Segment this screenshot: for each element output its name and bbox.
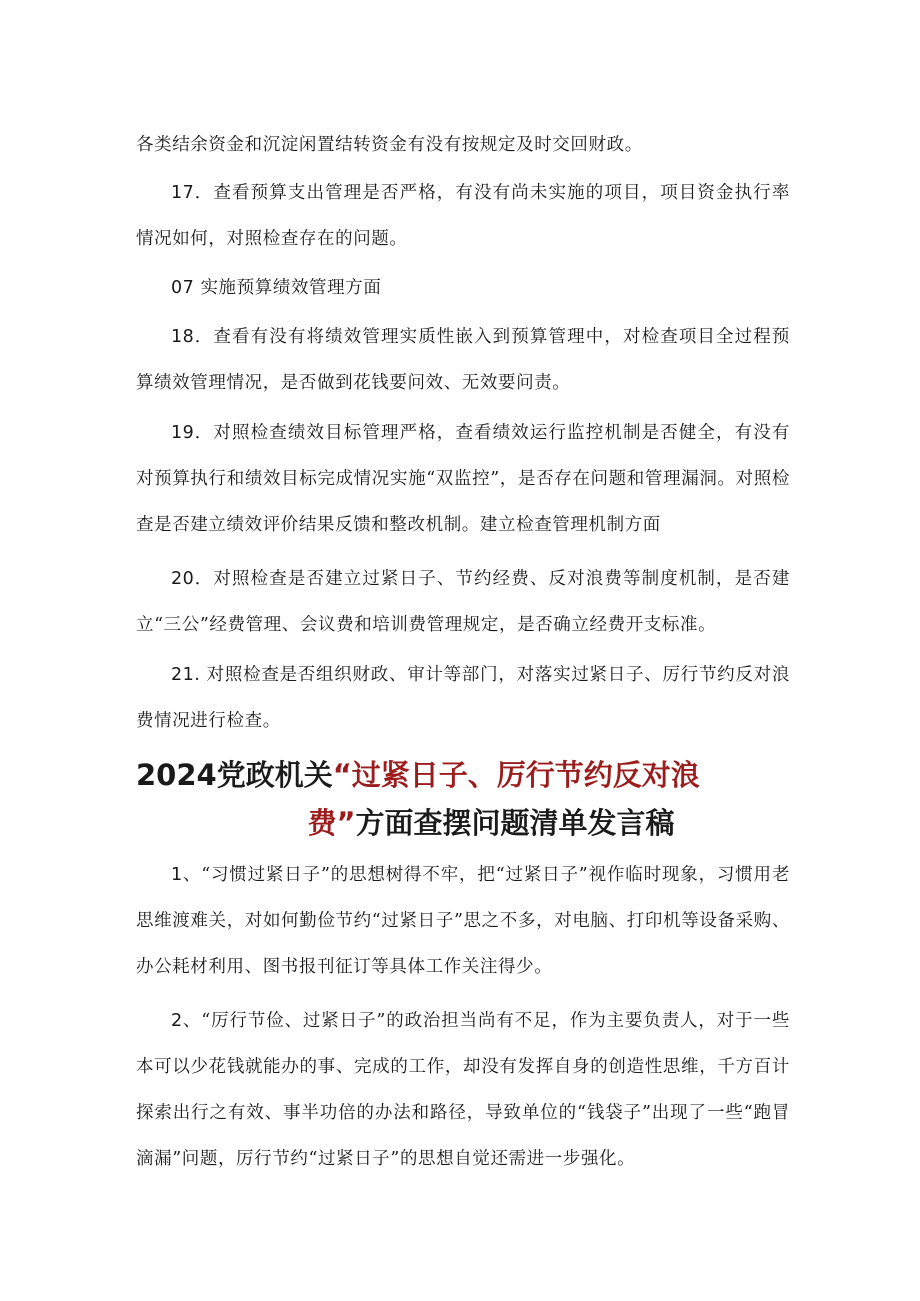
document-title-line-2 [136,800,790,846]
paragraph-text: ．对照检查绩效目标管理严格，查看绩效运行监控机制是否健全，有没有对预算执行和绩效目标完成情况实施“双监控”，是否存在问题和管理漏洞。对照检查是否建立绩效评价结果反馈和整改机制。建立检查管理机制方面 [136,423,790,535]
paragraph-number: 2 [171,1011,183,1031]
section-heading-07 [136,265,790,311]
paragraph-17 [136,170,790,262]
paragraph-text: ．对照检查是否建立过紧日子、节约经费、反对浪费等制度机制，是否建立“三公”经费管理、会议费和培训费管理规定，是否确立经费开支标准。 [136,569,790,635]
document-title-line-1 [136,752,790,798]
paragraph-text: 各类结余资金和沉淀闲置结转资金有没有按规定及时交回财政。 [136,135,643,155]
paragraph-number: 20 [171,569,195,589]
section-text: 实施预算绩效管理方面 [194,278,382,298]
paragraph-text: 对照检查是否组织财政、审计等部门，对落实过紧日子、厉行节约反对浪费情况进行检查。 [136,665,790,731]
paragraph-19 [136,410,790,548]
paragraph-number: 21. [171,665,201,685]
paragraph-b2 [136,998,790,1182]
section-number: 07 [171,278,195,298]
paragraph-number: 19 [171,423,195,443]
paragraph-16-tail [136,122,790,168]
title-red-part: 费” [307,806,356,840]
paragraph-20 [136,556,790,648]
paragraph-b1 [136,852,790,990]
paragraph-18 [136,314,790,406]
title-black-part: 2024党政机关 [136,758,333,792]
paragraph-number: 1 [171,865,183,885]
paragraph-text: ．查看有没有将绩效管理实质性嵌入到预算管理中，对检查项目全过程预算绩效管理情况，是否做到花钱要问效、无效要问责。 [136,327,790,393]
paragraph-text: 、“厉行节俭、过紧日子”的政治担当尚有不足，作为主要负责人，对于一些本可以少花钱就能办的事、完成的工作，却没有发挥自身的创造性思维，千方百计探索出行之有效、事半功倍的办法和路径，导致单位的“钱袋子”出现了一些“跑冒滴漏”问题，厉行节约“过紧日子”的思想自觉还需进一步强化。 [136,1011,790,1169]
paragraph-number: 17 [171,183,195,203]
paragraph-text: 、“习惯过紧日子”的思想树得不牢，把“过紧日子”视作临时现象，习惯用老思维渡难关，对如何勤俭节约“过紧日子”思之不多，对电脑、打印机等设备采购、办公耗材利用、图书报刊征订等具体工作关注得少。 [136,865,790,977]
paragraph-21 [136,652,790,744]
title-red-part: “过紧日子、厉行节约反对浪 [332,758,700,792]
title-black-part: 方面查摆问题清单发言稿 [355,806,675,840]
paragraph-number: 18 [171,327,195,347]
paragraph-text: ．查看预算支出管理是否严格，有没有尚未实施的项目，项目资金执行率情况如何，对照检查存在的问题。 [136,183,790,249]
